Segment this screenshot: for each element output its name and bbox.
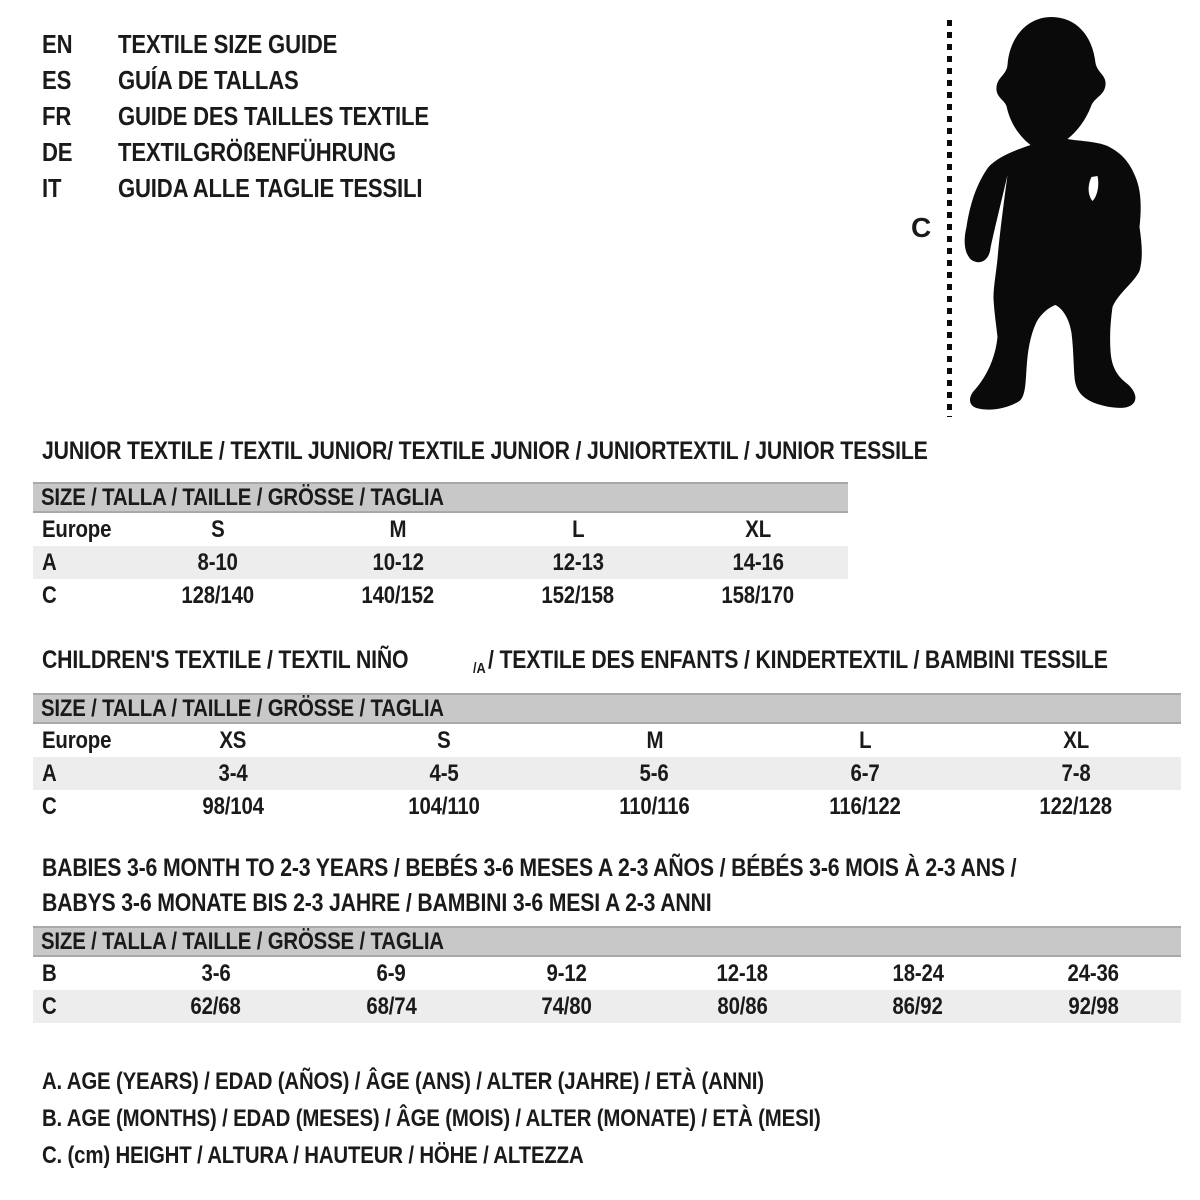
table-cell <box>479 957 655 990</box>
table-cell-text: L <box>571 516 585 543</box>
table-cell <box>488 546 668 579</box>
size-table-header-bar: SIZE / TALLA / TAILLE / GRÖSSE / TAGLIA <box>33 693 1181 724</box>
table-rows <box>33 957 1181 1023</box>
toddler-silhouette-image <box>963 15 1149 427</box>
table-cell-text: 92/98 <box>1068 993 1119 1020</box>
row-label-cell <box>33 957 128 990</box>
language-code-text: DE <box>42 137 73 167</box>
table-cell <box>970 757 1181 790</box>
table-cell <box>308 513 488 546</box>
language-code-text: FR <box>42 101 72 131</box>
title-text: JUNIOR TEXTILE / TEXTIL JUNIOR/ TEXTILE JUNIOR / JUNIORTEXTIL / JUNIOR TESSILE <box>42 437 928 465</box>
footnote-line <box>42 1100 958 1137</box>
footnote-line <box>42 1137 958 1174</box>
table-cell <box>830 990 1006 1023</box>
table-cell-text: 68/74 <box>366 993 417 1020</box>
table-row <box>33 990 1181 1023</box>
language-code-text: IT <box>42 173 62 203</box>
section-title <box>42 851 1181 921</box>
language-title: GUÍA DE TALLAS <box>118 65 299 95</box>
table-cell <box>1006 990 1182 1023</box>
table-cell <box>128 546 308 579</box>
table-rows <box>33 724 1181 823</box>
row-label-cell <box>33 579 128 612</box>
table-cell <box>308 579 488 612</box>
table-cell-text: 9-12 <box>546 960 587 987</box>
section-title-line <box>42 851 1181 886</box>
language-title: GUIDA ALLE TAGLIE TESSILI <box>118 173 423 203</box>
table-cell <box>304 990 480 1023</box>
table-row <box>33 757 1181 790</box>
table-cell-text: 104/110 <box>408 793 480 820</box>
row-label-text: C <box>42 793 57 820</box>
language-code-text: ES <box>42 65 72 95</box>
table-cell-text: 18-24 <box>892 960 944 987</box>
table-cell-text: M <box>646 727 663 754</box>
table-cell <box>549 790 760 823</box>
table-cell <box>970 724 1181 757</box>
language-code <box>42 170 118 206</box>
table-cell <box>655 957 831 990</box>
row-label-text: A <box>42 549 57 576</box>
table-cell-text: XS <box>219 727 247 754</box>
table-cell-text: 116/122 <box>829 793 901 820</box>
section-babies <box>33 851 1181 1023</box>
table-cell <box>128 990 304 1023</box>
section-title <box>42 643 1181 681</box>
table-cell <box>339 790 550 823</box>
children-size-table <box>33 693 1181 823</box>
row-label-text: A <box>42 760 57 787</box>
section-title-line <box>42 886 1181 921</box>
table-cell-text: 80/86 <box>717 993 768 1020</box>
table-row <box>33 724 1181 757</box>
table-cell <box>339 757 550 790</box>
table-cell-text: 24-36 <box>1067 960 1119 987</box>
table-cell-text: S <box>211 516 225 543</box>
table-row <box>33 546 848 579</box>
row-label-cell <box>33 513 128 546</box>
table-cell-text: 12-13 <box>552 549 604 576</box>
table-cell-text: XL <box>745 516 771 543</box>
language-title: TEXTILGRÖßENFÜHRUNG <box>118 137 396 167</box>
title-text: BABIES 3-6 MONTH TO 2-3 YEARS / BEBÉS 3-6 MESES A 2-3 AÑOS / BÉBÉS 3-6 MOIS À 2-3 ANS / <box>42 854 1017 882</box>
table-cell <box>970 790 1181 823</box>
table-cell <box>488 513 668 546</box>
table-cell <box>488 579 668 612</box>
table-cell <box>308 546 488 579</box>
language-title: GUIDE DES TAILLES TEXTILE <box>118 101 429 131</box>
table-cell <box>760 790 971 823</box>
language-code <box>42 62 118 98</box>
table-cell-text: 122/128 <box>1039 793 1112 820</box>
table-cell-text: 110/116 <box>619 793 690 820</box>
footnote-line <box>42 1063 958 1100</box>
language-row <box>42 170 484 206</box>
row-label-cell <box>33 990 128 1023</box>
table-row <box>33 790 1181 823</box>
table-cell-text: 12-18 <box>716 960 768 987</box>
title-text: CHILDREN'S TEXTILE / TEXTIL NIÑO <box>42 646 409 674</box>
language-row <box>42 62 484 98</box>
language-row <box>42 134 484 170</box>
table-cell-text: 98/104 <box>202 793 264 820</box>
table-rows <box>33 513 848 612</box>
table-cell <box>668 513 848 546</box>
row-label-cell <box>33 790 128 823</box>
table-cell <box>128 957 304 990</box>
row-label-text: Europe <box>42 516 112 543</box>
table-cell <box>830 957 1006 990</box>
table-cell <box>339 724 550 757</box>
table-cell-text: 7-8 <box>1061 760 1091 787</box>
footnote-text: C. (cm) HEIGHT / ALTURA / HAUTEUR / HÖHE / ALTEZZA <box>42 1142 584 1169</box>
language-list <box>42 26 484 206</box>
table-cell-text: 8-10 <box>197 549 239 576</box>
table-cell-text: 152/158 <box>541 582 615 609</box>
row-label-text: B <box>42 960 57 987</box>
language-title: TEXTILE SIZE GUIDE <box>118 29 338 59</box>
table-cell-text: 158/170 <box>721 582 795 609</box>
table-cell-text: L <box>858 727 872 754</box>
section-junior <box>33 434 928 612</box>
table-cell <box>128 790 339 823</box>
table-cell-text: 10-12 <box>372 549 424 576</box>
table-cell-text: 14-16 <box>732 549 784 576</box>
section-title-line <box>42 643 1181 681</box>
table-row <box>33 579 848 612</box>
table-cell <box>128 757 339 790</box>
height-measure-label: C <box>911 212 932 243</box>
table-cell <box>479 990 655 1023</box>
table-cell-text: 3-6 <box>201 960 231 987</box>
language-code <box>42 134 118 170</box>
title-text: / TEXTILE DES ENFANTS / KINDERTEXTIL / BAMBINI TESSILE <box>488 646 1108 674</box>
table-cell-text: 6-7 <box>850 760 880 787</box>
table-cell-text: 74/80 <box>541 993 592 1020</box>
babies-size-table <box>33 926 1181 1023</box>
height-measure-dashed-line <box>947 20 952 417</box>
table-cell-text: 62/68 <box>190 993 241 1020</box>
footnote-text: A. AGE (YEARS) / EDAD (AÑOS) / ÂGE (ANS) / ALTER (JAHRE) / ETÀ (ANNI) <box>42 1068 764 1095</box>
section-children <box>33 643 1181 823</box>
language-code <box>42 98 118 134</box>
row-label-cell <box>33 757 128 790</box>
table-cell-text: M <box>389 516 407 543</box>
junior-size-table <box>33 482 848 612</box>
title-subscript: /A <box>473 660 486 677</box>
table-cell <box>668 546 848 579</box>
table-cell <box>655 990 831 1023</box>
footnote-text: B. AGE (MONTHS) / EDAD (MESES) / ÂGE (MOIS) / ALTER (MONATE) / ETÀ (MESI) <box>42 1105 821 1132</box>
row-label-cell <box>33 546 128 579</box>
title-text: BABYS 3-6 MONATE BIS 2-3 JAHRE / BAMBINI 3-6 MESI A 2-3 ANNI <box>42 889 712 917</box>
table-cell <box>760 757 971 790</box>
size-table-header-bar: SIZE / TALLA / TAILLE / GRÖSSE / TAGLIA <box>33 482 848 513</box>
language-row <box>42 98 484 134</box>
table-cell <box>668 579 848 612</box>
size-table-header-bar: SIZE / TALLA / TAILLE / GRÖSSE / TAGLIA <box>33 926 1181 957</box>
row-label-cell <box>33 724 128 757</box>
row-label-text: C <box>42 582 57 609</box>
table-cell-text: 3-4 <box>218 760 248 787</box>
table-cell <box>549 757 760 790</box>
language-row <box>42 26 484 62</box>
table-cell <box>1006 957 1182 990</box>
table-cell-text: 6-9 <box>376 960 406 987</box>
language-code <box>42 26 118 62</box>
table-cell-text: 140/152 <box>361 582 435 609</box>
table-cell-text: S <box>437 727 451 754</box>
table-cell <box>549 724 760 757</box>
table-row <box>33 513 848 546</box>
table-cell <box>128 579 308 612</box>
table-cell-text: XL <box>1062 727 1089 754</box>
row-label-text: Europe <box>42 727 112 754</box>
legend-footnotes <box>42 1063 958 1174</box>
table-cell <box>128 724 339 757</box>
table-cell-text: 4-5 <box>429 760 459 787</box>
table-cell <box>128 513 308 546</box>
row-label-text: C <box>42 993 57 1020</box>
table-cell-text: 86/92 <box>892 993 943 1020</box>
table-cell-text: 128/140 <box>181 582 255 609</box>
table-row <box>33 957 1181 990</box>
section-title-line <box>42 434 928 469</box>
table-cell-text: 5-6 <box>639 760 669 787</box>
table-cell <box>760 724 971 757</box>
section-title <box>42 434 928 469</box>
table-cell <box>304 957 480 990</box>
language-code-text: EN <box>42 29 73 59</box>
